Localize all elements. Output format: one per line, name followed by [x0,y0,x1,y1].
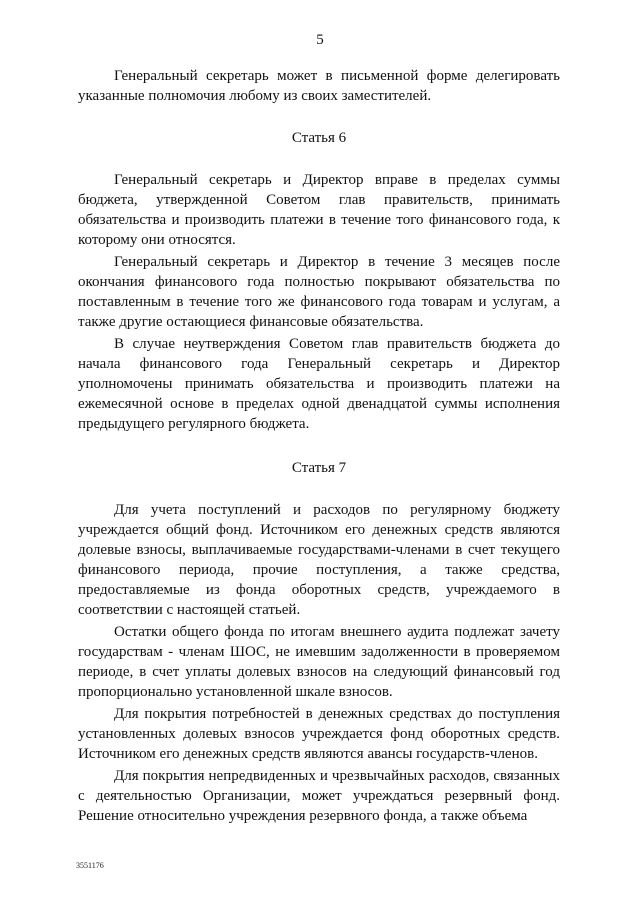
paragraph: Генеральный секретарь и Директор в течение 3 месяцев после окончания финансового года полностью покрывают обязательства по поставленным в течение того же финансового года товарам и услугам, а также другие остающиеся финансовые обязательства. [78,254,560,330]
paragraph: Для покрытия потребностей в денежных средствах до поступления установленных долевых взносов учреждается фонд оборотных средств. Источником его денежных средств являются авансы государств-членов. [78,706,560,762]
paragraph: Генеральный секретарь и Директор вправе в пределах суммы бюджета, утвержденной Советом глав правительств, принимать обязательства и производить платежи в течение того финансового года, к которому они относятся. [78,172,560,248]
document-code: 3551176 [76,861,104,870]
article-7-heading: Статья 7 [291,460,347,476]
article-6-heading: Статья 6 [291,130,347,146]
document-body [78,66,560,828]
paragraph: Генеральный секретарь может в письменной форме делегировать указанные полномочия любому из своих заместителей. [78,68,560,104]
paragraph: Для покрытия непредвиденных и чрезвычайных расходов, связанных с деятельностью Организации, может учреждаться резервный фонд. Решение относительно учреждения резервного фонда, а также объема [78,768,560,824]
paragraph: Остатки общего фонда по итогам внешнего аудита подлежат зачету государствам - членам ШОС, не имевшим задолженности в проверяемом периоде, в счет уплаты долевых взносов на следующий финансовый год пропорционально установленной шкале взносов. [78,624,560,700]
paragraph: В случае неутверждения Советом глав правительств бюджета до начала финансового года Генеральный секретарь и Директор уполномочены принимать обязательства и производить платежи на ежемесячной основе в пределах одной двенадцатой суммы исполнения предыдущего регулярного бюджета. [78,336,560,432]
paragraph: Для учета поступлений и расходов по регулярному бюджету учреждается общий фонд. Источником его денежных средств являются долевые взносы, выплачиваемые государствами-членами в счет текущего финансового периода, прочие поступления, а также средства, предоставляемые из фонда оборотных средств, учреждаемого в соответствии с настоящей статьей. [78,502,560,618]
page-number: 5 [316,32,324,48]
